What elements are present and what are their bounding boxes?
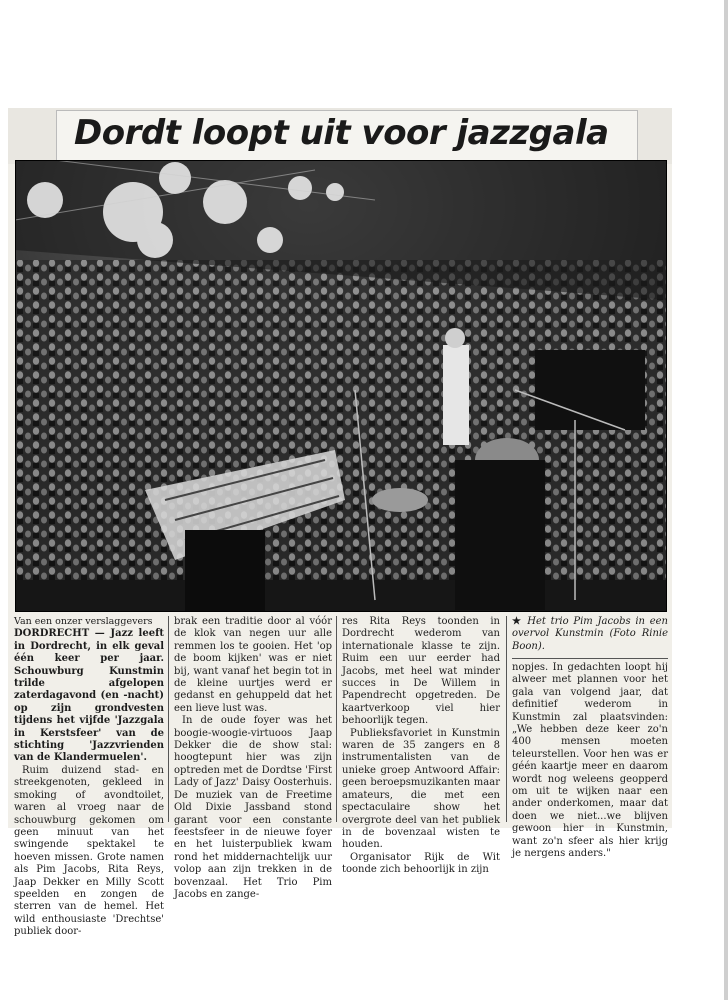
article-column-4: [512, 662, 668, 861]
article-paragraph: brak een traditie door al vóór de klok van negen uur alle remmen los te gooien. Het 'op de boom kijken' was er niet bij, want vanaf het begin tot in de kleine uurtjes werd er gedanst en gehuppeld dat het een lieve lust was.: [174, 616, 332, 714]
concert-photo: [15, 160, 667, 612]
byline: Van een onzer verslaggevers: [14, 616, 153, 627]
column-divider: [336, 616, 337, 822]
star-icon: ★: [512, 616, 523, 627]
article-paragraph: In de oude foyer was het boogie-woogie-virtuoos Jaap Dekker die de show stal: hoogtepunt hier was zijn optreden met de Dordtse 'First Lady of Jazz' Daisy Oosterhuis. De muziek van de Freetime Old Dixie Jassband stond garant voor een constante feestsfeer in de nieuwe foyer en het luisterpubliek kwam rond het middernachtelijk uur volop aan zijn trekken in de bovenzaal. Het Trio Pim Jacobs en zange-: [174, 715, 332, 900]
article-column-3: [342, 616, 500, 877]
article-paragraph: Ruim duizend stad- en streekgenoten, gekleed in smoking of avondtoilet, waren al vroeg naar de schouwburg gekomen om geen minuut van het swingende spektakel te hoeven missen. Grote namen als Pim Jacobs, Rita Reys, Jaap Dekker en Milly Scott speelden en zongen de sterren van de hemel. Het wild enthousiaste 'Drechtse' publiek door-: [14, 764, 164, 938]
headline: Dordt loopt uit voor jazzgala: [74, 113, 609, 153]
photo-caption: [512, 616, 668, 653]
article-lead: DORDRECHT — Jazz leeft in Dordrecht, in elk geval één keer per jaar. Schouwburg Kunstmin trilde afgelopen zaterdagavond (en -nacht) op zijn grondvesten tijdens het vijfde 'Jazzgala in Kerstsfeer' van de stichting 'Jazzvrienden van de Klandermuelen'.: [14, 628, 164, 764]
article-paragraph: nopjes. In gedachten loopt hij alweer met plannen voor het gala van volgend jaar, dat definitief wederom in Kunstmin zal plaatsvinden: „We hebben deze keer zo'n 400 mensen moeten teleurstellen. Voor hen was er géén kaartje meer en daarom wordt nog weleens geopperd om uit te wijken naar een ander onderkomen, maar dat doen we niet...we blijven gewoon hier in Kunstmin, want zo'n sfeer als hier krijg je nergens anders.": [512, 662, 668, 860]
article-paragraph: Publieksfavoriet in Kunstmin waren de 35 zangers en 8 instrumentalisten van de unieke groep Antwoord Affair: geen beroepsmuzikanten maar amateurs, die met een spectaculaire show het overgrote deel van het publiek in de bovenzaal wisten te houden.: [342, 727, 500, 851]
article-paragraph: res Rita Reys toonden in Dordrecht wederom van internationale klasse te zijn. Ruim een uur eerder had Jacobs, met heel wat minder succes in De Willem in Papendrecht opgetreden. De kaartverkoop viel hier behoorlijk tegen.: [342, 616, 500, 727]
article-column-2: [174, 616, 332, 901]
column-divider: [506, 616, 507, 822]
article-paragraph: Organisator Rijk de Wit toonde zich behoorlijk in zijn: [342, 851, 500, 876]
caption-text: Het trio Pim Jacobs in een overvol Kunstmin (Foto Rinie Boon).: [512, 616, 668, 652]
page-edge: [724, 0, 728, 1000]
article-column-1: [14, 616, 164, 939]
column-divider: [168, 616, 169, 822]
caption-divider: [512, 658, 668, 659]
